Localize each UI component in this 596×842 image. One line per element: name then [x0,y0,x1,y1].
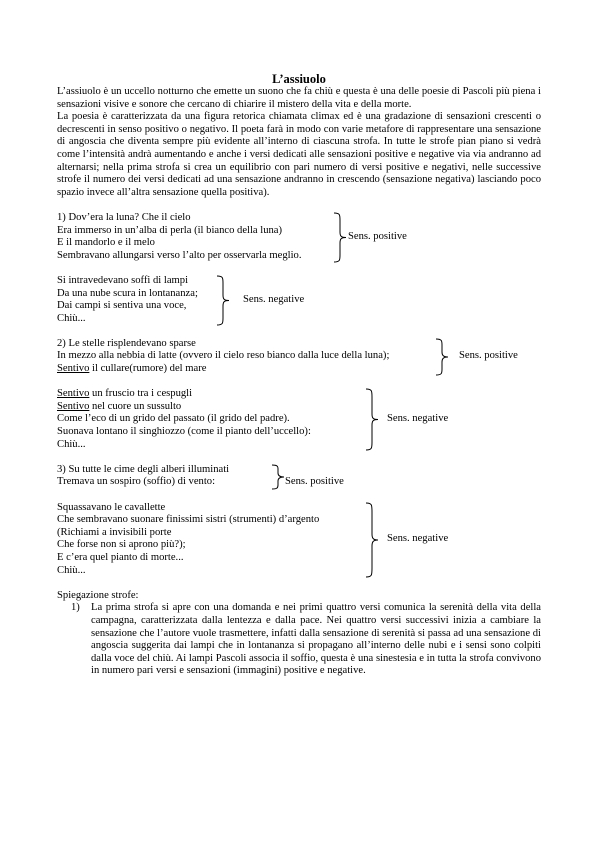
document-page [57,72,541,678]
curly-brace-icon [271,464,285,490]
verse-line: Come l’eco di un grido del passato (il grido del padre). [57,413,290,425]
verse-line: 1) Dov’era la luna? Che il cielo [57,211,191,223]
verse-line: Era immerso in un’alba di perla (il bianco della luna) [57,224,283,236]
verse-line: Da una nube scura in lontananza; [57,287,198,299]
verse-line: Suonava lontano il singhiozzo (come il pianto dell’uccello): [57,426,311,438]
section-heading: Spiegazione strofe: [57,589,139,601]
verse-line: (Richiami a invisibili porte [57,526,172,538]
intro-paragraph-1: L’assiuolo è un uccello notturno che emette un suono che fa chiù e questa è una delle poesie di Pascoli più piena i sensazioni visive e sonore che cercano di chiarire il mistero della vita e della morte. [57,86,541,110]
sensation-label: Sens. positive [348,230,407,242]
document-title: L’assiuolo [272,72,326,86]
curly-brace-icon [435,338,449,376]
verse-line: 2) Le stelle risplendevano sparse [57,337,196,349]
verse-line: Chiù... [57,438,86,450]
intro-paragraph-2: La poesia è caratterizzata da una figura retorica chiamata climax ed è una gradazione di sensazioni crescenti o decrescenti in senso positivo o negativo. Il poeta farà in modo con varie metafore di rappresentare una sensazione di angoscia che diventa sempre più evidente all’interno di ciascuna strofa. In tutte le strofe pian piano si vedrà come l’intensità andrà aumentando e anche i versi dedicati alle sensazioni positive e negative via via andranno ad alternarsi; nella prima strofa si crea un equilibrio con pari numero di versi positive e negativi, nelle successive strofe il numero dei versi dedicati ad una sensazione andranno in crescendo (sensazione negativa) lasciando poco spazio invece all’altra sensazione quella positiva). [57,111,541,198]
verse-line: E c’era quel pianto di morte... [57,551,184,563]
verse-line: In mezzo alla nebbia di latte (ovvero il cielo reso bianco dalla luce della luna); [57,350,390,362]
verse-line [57,401,541,414]
verse-line: Che forse non si aprono più?); [57,539,186,551]
sensation-label: Sens. negative [387,532,449,544]
sensation-label: Sens. positive [285,475,344,487]
verse-line: Chiù... [57,312,86,324]
underlined-word: Sentivo [57,400,90,412]
stanza-5 [57,464,541,489]
curly-brace-icon [333,212,347,263]
verse-line: Tremava un sospiro (soffio) di vento: [57,476,216,488]
verse-line: Che sembravano suonare finissimi sistri (strumenti) d’argento [57,514,320,526]
explanation-list [57,602,541,678]
verse-line-rest: il cullare(rumore) del mare [92,363,207,375]
verse-line: Sembravano allungarsi verso l’alto per osservarla meglio. [57,249,302,261]
list-item-text: La prima strofa si apre con una domanda e nei primi quattro versi comunica la serenità della vita della campagna, caratterizzata dalla lentezza e dalla pace. Nei quattro versi successivi inizia a cambiare la sensazione che l’autore vuole trasmettere, infatti dalla sensazione di serenità si passa ad una sensazione di angoscia suggerita dai lampi che in lontananza si propagano all’interno delle nubi e i sensi sono colpiti dalla voce del chiù. Ai lampi Pascoli associa il soffio, questa è una sinestesia e in tutta la strofa convivono in numero pari versi e sensazioni (immagini) positive e negative. [91,602,541,677]
stanza-3 [57,338,541,376]
sensation-label: Sens. positive [459,349,518,361]
sensation-label: Sens. negative [243,293,305,305]
verse-line: 3) Su tutte le cime degli alberi illuminati [57,463,230,475]
sensation-label: Sens. negative [387,413,449,425]
list-item [57,602,541,678]
verse-line: Chiù... [57,564,86,576]
verse-line [57,363,541,376]
curly-brace-icon [365,502,379,578]
verse-line: Squassavano le cavallette [57,501,166,513]
verse-line-rest: un fruscio tra i cespugli [92,388,193,400]
verse-line: E il mandorlo e il melo [57,237,155,249]
underlined-word: Sentivo [57,363,90,375]
verse-line: Dai campi si sentiva una voce, [57,300,187,312]
curly-brace-icon [216,275,230,326]
stanza-6 [57,502,541,578]
list-item-number: 1) [71,602,80,614]
verse-line-rest: nel cuore un sussulto [92,400,182,412]
underlined-word: Sentivo [57,388,90,400]
stanza-1 [57,212,541,262]
curly-brace-icon [365,388,379,451]
stanza-2 [57,275,541,325]
stanza-4 [57,388,541,451]
verse-line: Si intravedevano soffi di lampi [57,274,189,286]
verse-line [57,388,541,401]
